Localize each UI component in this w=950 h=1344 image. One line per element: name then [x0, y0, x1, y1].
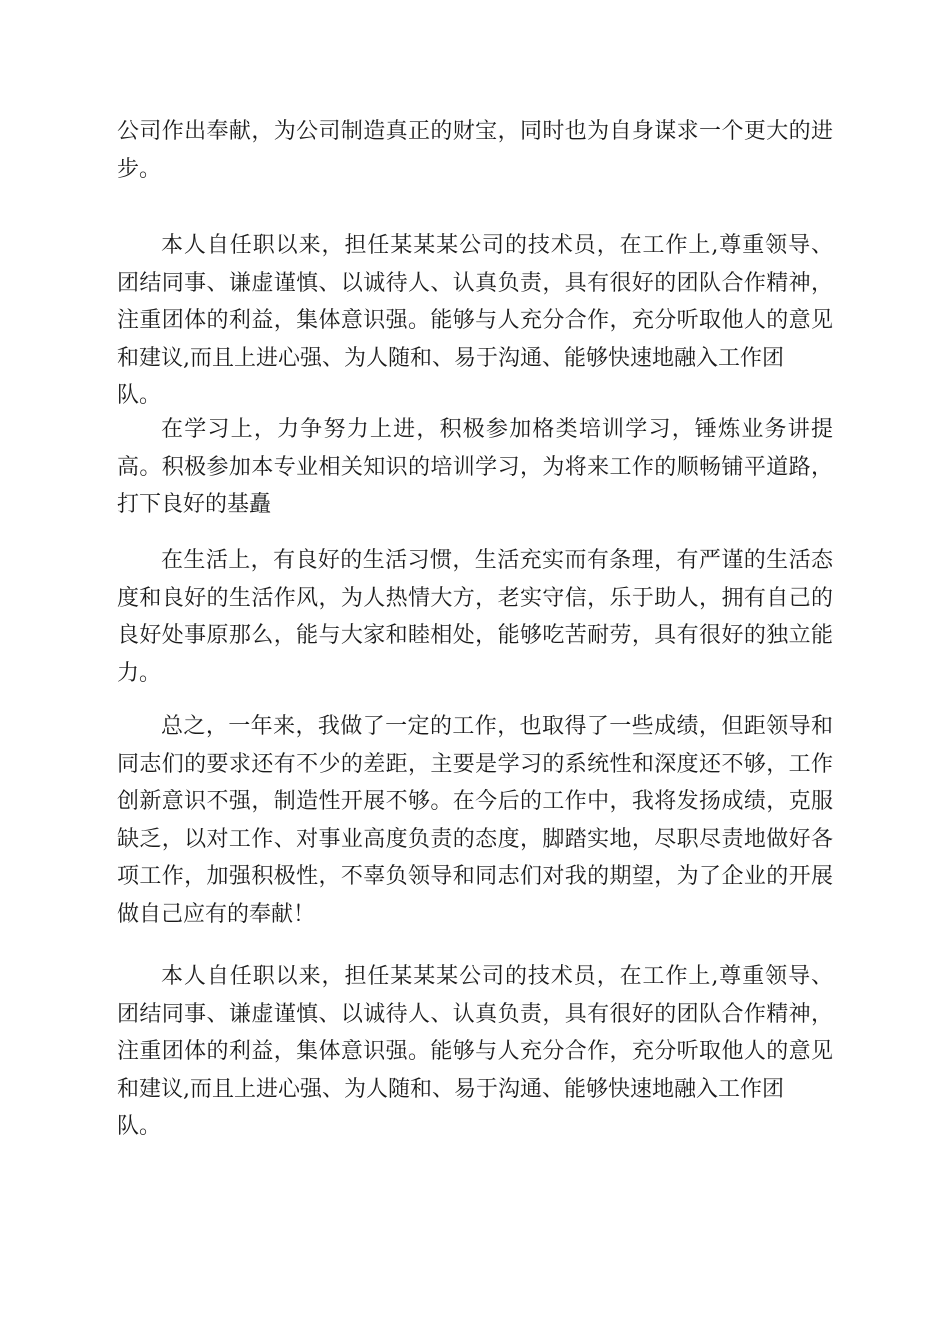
- text-line: 和建议,而且上进心强、为人随和、易于沟通、能够快速地融入工作团: [117, 345, 784, 371]
- text-line: 和建议,而且上进心强、为人随和、易于沟通、能够快速地融入工作团: [117, 1076, 784, 1102]
- text-line: 注重团体的利益，集体意识强。能够与人充分合作，充分听取他人的意见: [117, 308, 833, 333]
- text-line: 做自己应有的奉献！: [117, 901, 316, 927]
- text-line: 良好处事原那么，能与大家和睦相处，能够吃苦耐劳，具有很好的独立能: [117, 623, 833, 648]
- text-line: 度和良好的生活作风，为人热情大方，老实守信，乐于助人，拥有自己的: [117, 585, 833, 611]
- text-line: 高。积极参加本专业相关知识的培训学习，为将来工作的顺畅铺平道路，: [117, 454, 833, 480]
- text-line: 队。: [117, 383, 162, 408]
- text-line: 总之，一年来，我做了一定的工作，也取得了一些成绩，但距领导和: [161, 714, 833, 739]
- text-line: 在生活上，有良好的生活习惯，生活充实而有条理，有严谨的生活态: [161, 548, 833, 573]
- text-line: 本人自任职以来，担任某某某公司的技术员，在工作上,尊重领导、: [161, 964, 833, 989]
- text-line: 队。: [117, 1114, 162, 1139]
- paragraph-study: [117, 411, 833, 524]
- text-line: 步。: [117, 156, 162, 182]
- text-line: 力。: [117, 660, 162, 686]
- text-line: 团结同事、谦虚谨慎、以诚待人、认真负责，具有很好的团队合作精神，: [117, 270, 833, 296]
- text-line: 本人自任职以来，担任某某某公司的技术员，在工作上,尊重领导、: [161, 233, 833, 258]
- text-line: 缺乏，以对工作、对事业高度负责的态度，脚踏实地，尽职尽责地做好各: [117, 826, 833, 852]
- paragraph-job-description-repeat: [117, 958, 833, 1146]
- text-line: 同志们的要求还有不少的差距，主要是学习的系统性和深度还不够，工作: [117, 751, 833, 777]
- text-line: 打下良好的基矗: [117, 492, 272, 517]
- text-line: 创新意识不强，制造性开展不够。在今后的工作中，我将发扬成绩，克服: [117, 789, 833, 814]
- paragraph-job-description: [117, 227, 833, 415]
- text-line: 公司作出奉献，为公司制造真正的财宝，同时也为自身谋求一个更大的进: [117, 119, 833, 144]
- paragraph-continuation: [117, 113, 833, 188]
- text-line: 项工作，加强积极性，不辜负领导和同志们对我的期望，为了企业的开展: [117, 864, 833, 889]
- text-line: 注重团体的利益，集体意识强。能够与人充分合作，充分听取他人的意见: [117, 1039, 833, 1064]
- paragraph-summary: [117, 708, 833, 933]
- text-line: 团结同事、谦虚谨慎、以诚待人、认真负责，具有很好的团队合作精神，: [117, 1001, 833, 1027]
- paragraph-life: [117, 542, 833, 692]
- text-line: 在学习上，力争努力上进，积极参加格类培训学习，锤炼业务讲提: [161, 417, 833, 442]
